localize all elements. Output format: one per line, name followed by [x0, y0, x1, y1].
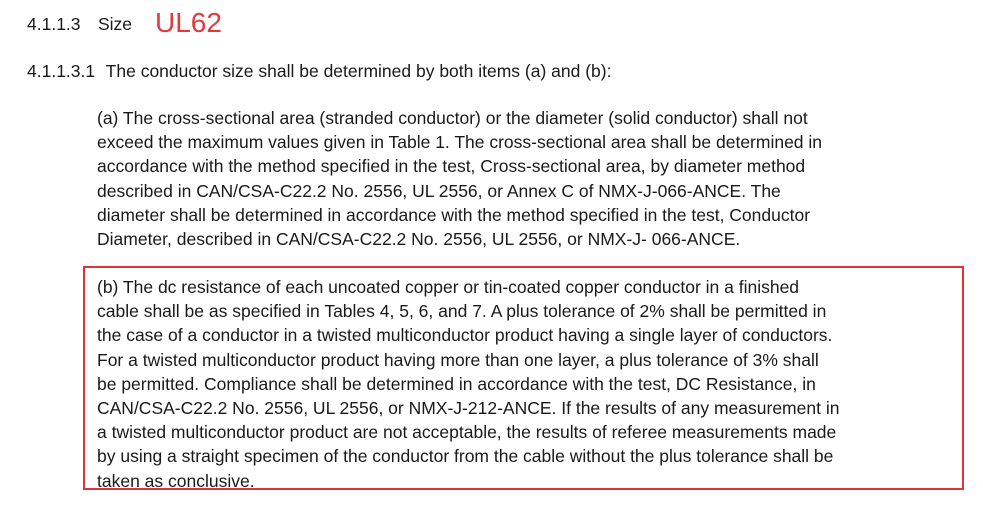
- item-a-line: exceed the maximum values given in Table 1. The cross-sectional area shall be determined in: [97, 132, 823, 153]
- item-b-line: be permitted. Compliance shall be determined in accordance with the test, DC Resistance, in: [97, 373, 816, 394]
- item-a-line: (a) The cross-sectional area (stranded conductor) or the diameter (solid conductor) shall not: [97, 108, 808, 128]
- item-b-paragraph: [97, 275, 839, 493]
- clause-heading: [27, 61, 611, 82]
- item-b-line: taken as conclusive.: [97, 470, 255, 491]
- clause-number: 4.1.1.3.1: [27, 61, 96, 81]
- item-b-line: the case of a conductor in a twisted multiconductor product having a single layer of conductors.: [97, 325, 833, 346]
- item-a-line: Diameter, described in CAN/CSA-C22.2 No. 2556, UL 2556, or NMX-J- 066-ANCE.: [97, 229, 741, 250]
- item-b-line: For a twisted multiconductor product having more than one layer, a plus tolerance of 3% shall: [97, 349, 819, 370]
- clause-text: The conductor size shall be determined by both items (a) and (b):: [105, 61, 612, 81]
- item-b-line: by using a straight specimen of the conductor from the cable without the plus tolerance shall be: [97, 446, 834, 467]
- item-a-line: accordance with the method specified in the test, Cross-sectional area, by diameter method: [97, 156, 806, 177]
- item-a-paragraph: [97, 106, 822, 251]
- item-b-line: cable shall be as specified in Tables 4, 5, 6, and 7. A plus tolerance of 2% shall be permitted in: [97, 301, 827, 322]
- item-b-line: (b) The dc resistance of each uncoated copper or tin-coated copper conductor in a finished: [97, 277, 800, 297]
- red-annotation-label: UL62: [155, 7, 222, 38]
- item-a-line: diameter shall be determined in accordance with the method specified in the test, Conductor: [97, 204, 811, 225]
- section-title: Size: [98, 14, 133, 34]
- item-b-line: a twisted multiconductor product are not acceptable, the results of referee measurements made: [97, 422, 837, 443]
- item-b-line: CAN/CSA-C22.2 No. 2556, UL 2556, or NMX-J-212-ANCE. If the results of any measurement in: [97, 398, 840, 419]
- section-number: 4.1.1.3: [27, 14, 81, 34]
- item-a-line: described in CAN/CSA-C22.2 No. 2556, UL 2556, or Annex C of NMX-J-066-ANCE. The: [97, 180, 781, 201]
